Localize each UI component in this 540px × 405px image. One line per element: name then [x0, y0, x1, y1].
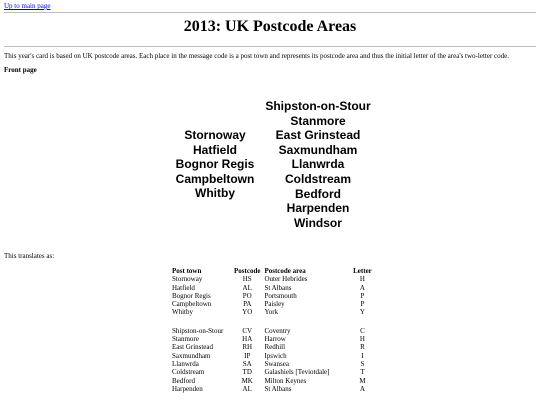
card-place-name: Shipston-on-Stour	[265, 99, 371, 113]
card-place-name: Whitby	[195, 186, 235, 201]
table-row	[170, 300, 380, 308]
card-place-name: Saxmundham	[278, 142, 358, 157]
cell-town: Bedford	[172, 376, 195, 385]
table-header-row	[170, 267, 380, 275]
title-divider	[4, 46, 536, 47]
cell-area: Ipswich	[264, 351, 287, 360]
card-place-name: Bedford	[295, 186, 341, 201]
cell-town: Whitby	[172, 308, 193, 317]
cell-letter: S	[360, 359, 365, 368]
cell-town: Hatfield	[172, 283, 195, 292]
card-place-name: Harpenden	[286, 201, 350, 216]
cell-letter: T	[360, 368, 365, 377]
cell-letter: A	[359, 283, 365, 292]
cell-town: East Grinstead	[172, 343, 214, 352]
cell-area: Harrow	[264, 335, 286, 344]
card-place-name: Windsor	[294, 215, 342, 230]
cell-area: Swansea	[264, 359, 289, 368]
table-row	[170, 385, 380, 393]
cell-letter: M	[359, 376, 366, 385]
cell-town: Stornoway	[172, 275, 203, 284]
card-right-column	[258, 99, 378, 230]
card-place-name: Coldstream	[284, 171, 352, 186]
header-postcode-area: Postcode area	[264, 267, 306, 275]
cell-code: CV	[242, 326, 253, 335]
table-row	[170, 292, 380, 300]
cell-code: YO	[242, 308, 253, 317]
cell-area: Paisley	[264, 300, 285, 309]
table-row	[170, 360, 380, 368]
top-divider	[4, 12, 536, 13]
cell-code: IP	[244, 351, 251, 360]
front-page-heading: Front page	[4, 66, 37, 74]
cell-code: PO	[242, 291, 252, 300]
cell-area: York	[264, 308, 279, 317]
cell-area: Galashiels [Teviotdale]	[264, 368, 330, 377]
cell-code: HS	[242, 275, 252, 284]
table-spacer-row	[170, 317, 380, 327]
up-to-main-page-link[interactable]: Up to main page	[4, 2, 51, 10]
postcode-table	[170, 267, 380, 393]
table-row	[170, 275, 380, 283]
cell-code: AL	[242, 283, 252, 292]
cell-town: Saxmundham	[172, 351, 211, 360]
table-row	[170, 335, 380, 343]
card-place-name: Stanmore	[290, 113, 346, 128]
card-place-name: Hatfield	[192, 142, 237, 157]
cell-town: Shipston-on-Stour	[172, 326, 224, 335]
card-place-name: Campbeltown	[175, 171, 255, 186]
page-title: 2013: UK Postcode Areas	[183, 18, 357, 35]
cell-code: TD	[242, 368, 252, 377]
card-place-name: Stornoway	[184, 128, 246, 142]
table-row	[170, 368, 380, 376]
cell-town: Coldstream	[172, 368, 205, 377]
cell-code: PA	[243, 300, 252, 309]
cell-letter: I	[361, 351, 364, 360]
card-place-name: Llanwrda	[291, 157, 345, 172]
table-row	[170, 308, 380, 316]
cell-town: Stanmore	[172, 335, 199, 344]
cell-town: Campbeltown	[172, 300, 212, 309]
cell-town: Harpenden	[172, 384, 203, 393]
header-postcode: Postcode	[234, 267, 261, 275]
card-place-name: Bognor Regis	[175, 157, 255, 172]
table-row	[170, 377, 380, 385]
cell-code: RH	[242, 343, 253, 352]
table-row	[170, 327, 380, 335]
cell-letter: A	[359, 384, 365, 393]
cell-letter: H	[359, 275, 365, 284]
cell-code: MK	[241, 376, 253, 385]
cell-code: AL	[242, 384, 252, 393]
header-letter: Letter	[353, 267, 372, 275]
table-row	[170, 343, 380, 351]
card-left-column	[165, 128, 265, 201]
cell-area: Milton Keynes	[264, 376, 307, 385]
header-post-town: Post town	[172, 267, 202, 275]
cell-town: Llanwrda	[172, 359, 199, 368]
cell-code: HA	[242, 335, 253, 344]
cell-area: St Albans	[264, 384, 292, 393]
cell-letter: P	[360, 300, 365, 309]
intro-text: This year's card is based on UK postcode areas. Each place in the message code is a post town and represents its postcode area and thus the initial letter of the area's two-letter code.	[4, 52, 509, 60]
cell-area: Outer Hebrides	[264, 275, 308, 284]
translates-label: This translates as:	[4, 252, 55, 260]
cell-area: St Albans	[264, 283, 292, 292]
cell-letter: C	[360, 326, 365, 335]
card-place-name: East Grinstead	[275, 128, 361, 143]
cell-area: Portsmouth	[264, 291, 297, 300]
table-row	[170, 352, 380, 360]
cell-letter: R	[360, 343, 365, 352]
cell-letter: P	[360, 291, 365, 300]
cell-code: SA	[242, 359, 252, 368]
cell-letter: H	[359, 335, 365, 344]
table-row	[170, 284, 380, 292]
cell-letter: Y	[359, 308, 365, 317]
cell-area: Coventry	[264, 326, 291, 335]
cell-area: Redhill	[264, 343, 286, 352]
cell-town: Bognor Regis	[172, 291, 211, 300]
